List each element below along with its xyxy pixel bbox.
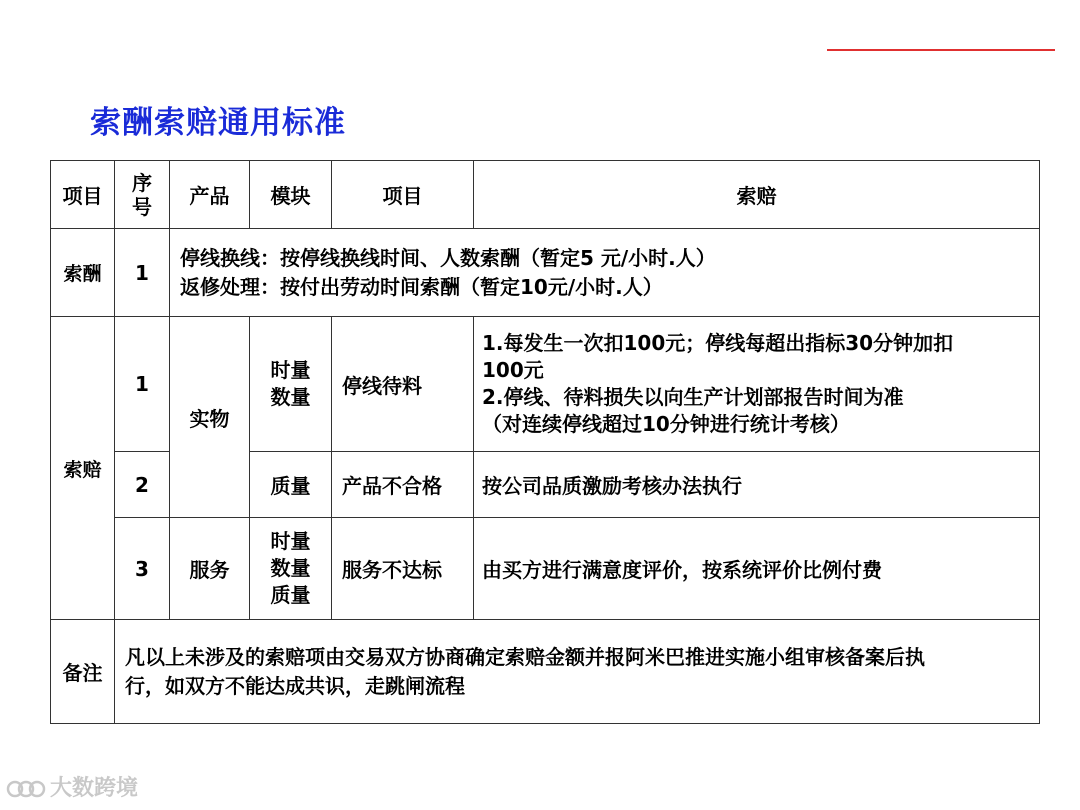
claim-text-line: 2.停线、待料损失以向生产计划部报告时间为准 xyxy=(482,385,904,409)
claim-text-3: 由买方进行满意度评价，按系统评价比例付费 xyxy=(474,518,1040,620)
claim-text-line: （对连续停线超过10分钟进行统计考核） xyxy=(482,412,850,436)
claim-seq-3: 3 xyxy=(115,518,170,620)
remark-row xyxy=(51,620,1040,724)
remark-label: 备注 xyxy=(51,620,115,724)
claim-label: 索赔 xyxy=(51,317,115,620)
claim-module-3 xyxy=(250,518,332,620)
claim-product-service: 服务 xyxy=(170,518,250,620)
header-item2: 项目 xyxy=(332,161,474,229)
remark-line-1: 凡以上未涉及的索赔项由交易双方协商确定索赔金额并报阿米巴推进实施小组审核备案后执 xyxy=(125,644,925,669)
header-item: 项目 xyxy=(51,161,115,229)
table-row xyxy=(51,518,1040,620)
watermark-text: 大数跨境 xyxy=(50,776,139,801)
claim-seq-1: 1 xyxy=(115,317,170,452)
claim-text-line: 100元 xyxy=(482,358,544,382)
claim-module-2: 质量 xyxy=(250,452,332,518)
brand-logo-icon xyxy=(6,777,46,801)
claim-standard-table xyxy=(50,160,1040,724)
remark-text xyxy=(115,620,1040,724)
module-line: 时量 xyxy=(270,358,311,382)
claim-module-1 xyxy=(250,317,332,452)
reward-label: 索酬 xyxy=(51,229,115,317)
claim-product-physical: 实物 xyxy=(170,317,250,518)
header-seq-text: 序号 xyxy=(132,170,152,219)
reward-row xyxy=(51,229,1040,317)
claim-text-line: 1.每发生一次扣100元；停线每超出指标30分钟加扣 xyxy=(482,331,954,355)
module-line: 数量 xyxy=(270,385,311,409)
claim-text-1 xyxy=(474,317,1040,452)
reward-line-1: 停线换线：按停线换线时间、人数索酬（暂定5 元/小时.人） xyxy=(180,245,716,270)
reward-seq: 1 xyxy=(115,229,170,317)
module-line: 质量 xyxy=(270,583,311,607)
table-row xyxy=(51,317,1040,452)
module-line: 时量 xyxy=(270,529,311,553)
table-header-row xyxy=(51,161,1040,229)
header-module: 模块 xyxy=(250,161,332,229)
module-line: 数量 xyxy=(270,556,311,580)
header-product: 产品 xyxy=(170,161,250,229)
remark-line-2: 行，如双方不能达成共识，走跳闸流程 xyxy=(125,673,465,698)
watermark xyxy=(6,771,138,802)
claim-text-2: 按公司品质激励考核办法执行 xyxy=(474,452,1040,518)
claim-seq-2: 2 xyxy=(115,452,170,518)
page-title: 索酬索赔通用标准 xyxy=(90,105,346,141)
header-claim: 索赔 xyxy=(474,161,1040,229)
reward-line-2: 返修处理：按付出劳动时间索酬（暂定10元/小时.人） xyxy=(180,274,663,299)
accent-line xyxy=(827,49,1055,51)
claim-item-1: 停线待料 xyxy=(332,317,474,452)
header-seq xyxy=(115,161,170,229)
claim-item-3: 服务不达标 xyxy=(332,518,474,620)
claim-item-2: 产品不合格 xyxy=(332,452,474,518)
reward-desc xyxy=(170,229,1040,317)
